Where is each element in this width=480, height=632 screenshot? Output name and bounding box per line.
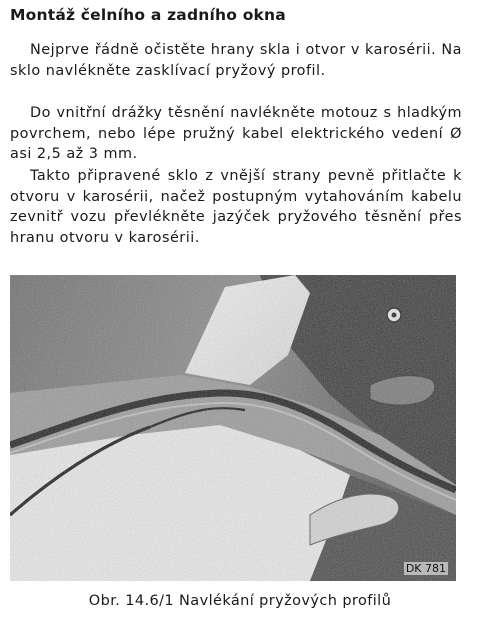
- figure-code: DK 781: [405, 562, 446, 575]
- paragraph-1: Nejprve řádně očistěte hrany skla i otvor v karosérii. Na sklo navlékněte zasklívací pryžový profil.: [10, 42, 462, 79]
- section-heading: Montáž čelního a zadního okna: [10, 6, 286, 24]
- paragraph-3: Takto připravené sklo z vnější strany pevně přitlačte k otvoru v karosérii, načež postupným vytahováním kabelu zevnitř vozu převlékněte jazýček pryžového těsnění přes hranu otvoru v karosérii.: [10, 168, 462, 246]
- paragraph-2: Do vnitřní drážky těsnění navlékněte motouz s hladkým povrchem, nebo lépe pružný kabel elektrického vedení Ø asi 2,5 až 3 mm.: [10, 105, 462, 163]
- figure-caption: Obr. 14.6/1 Navlékání pryžových profilů: [88, 593, 392, 609]
- window-rubber-profile-photo: [10, 275, 456, 581]
- figure-photo: [10, 275, 456, 581]
